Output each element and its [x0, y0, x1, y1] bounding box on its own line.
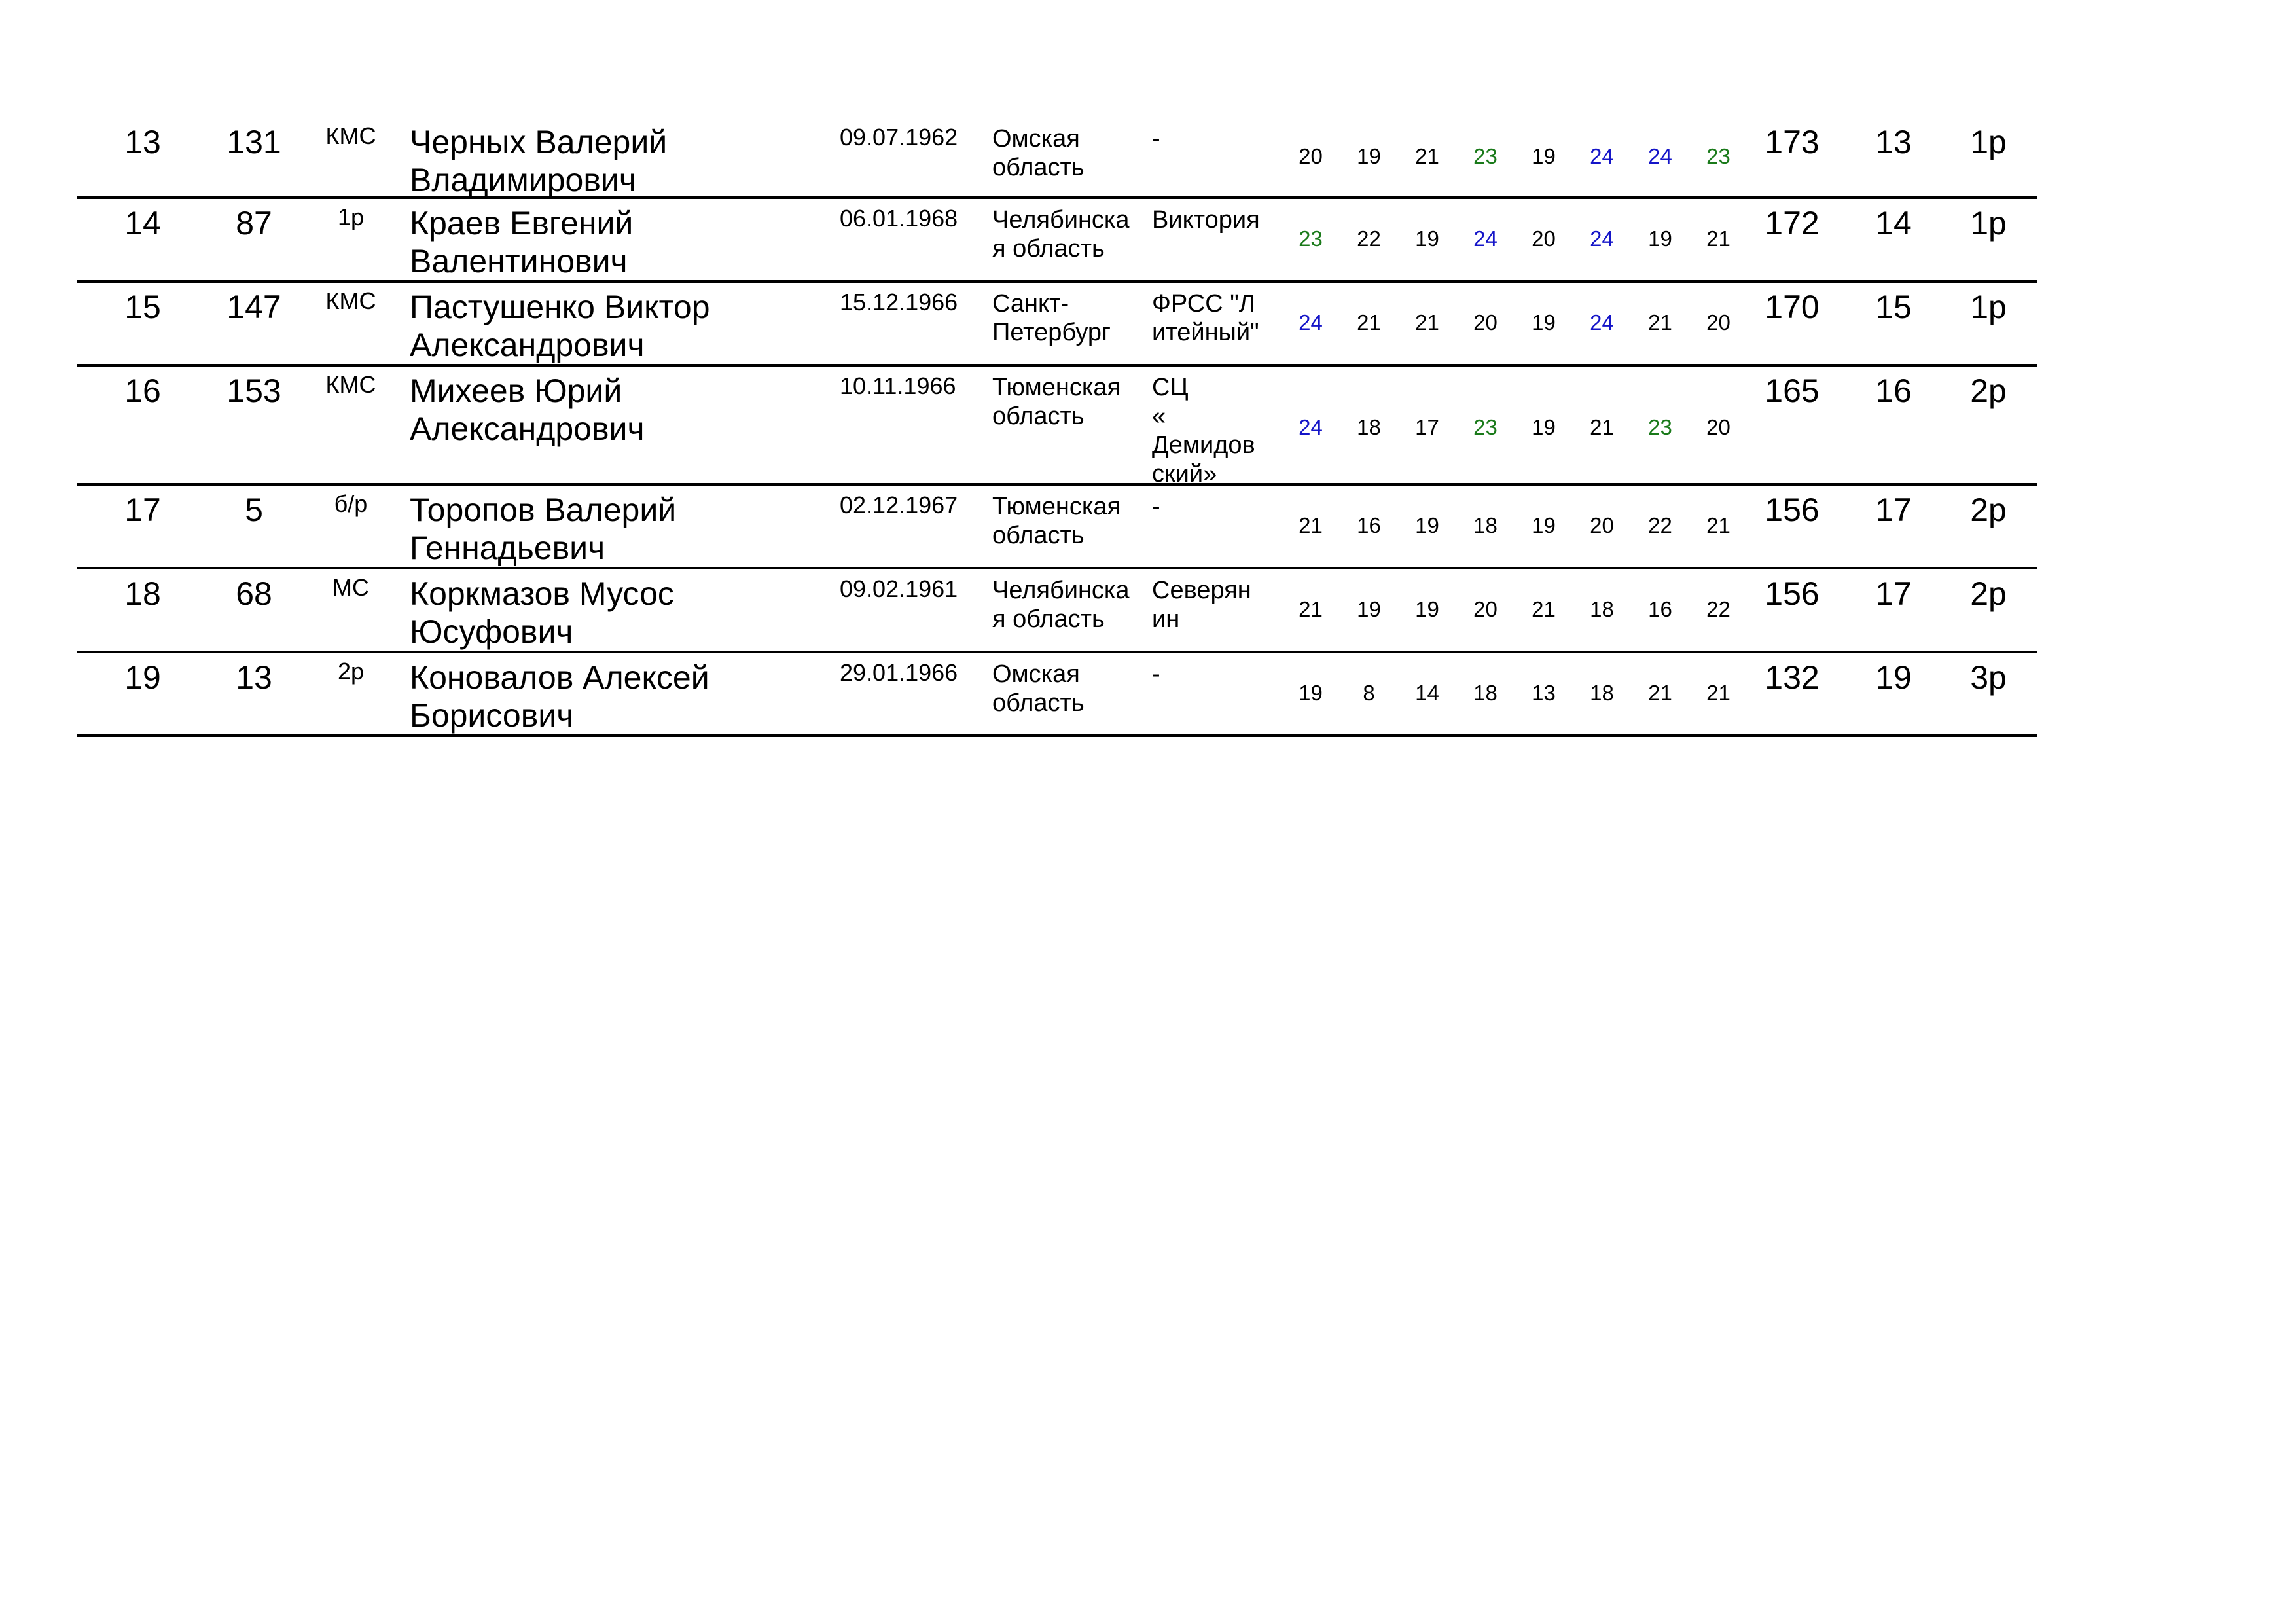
- athlete-name-cell-line: Торопов Валерий: [410, 492, 677, 528]
- series-score: 21: [1415, 310, 1439, 334]
- rank-cell: КМС: [325, 122, 376, 149]
- athlete-name-cell: [410, 491, 868, 567]
- athlete-name-cell: [410, 575, 868, 651]
- birth-date-cell: 02.12.1967: [840, 492, 958, 518]
- athlete-name-cell: [410, 288, 868, 364]
- birth-date-cell: 15.12.1966: [840, 289, 958, 316]
- series-score: 20: [1532, 226, 1556, 251]
- place-cell: 16: [124, 372, 161, 409]
- series-scores: [1282, 596, 1748, 623]
- series-scores: [1282, 143, 1748, 170]
- series-score: 18: [1357, 415, 1381, 439]
- club-cell: [1152, 289, 1283, 347]
- region-cell-line: Челябинска: [992, 206, 1130, 234]
- rank-cell: 2р: [337, 658, 365, 685]
- series-score: 13: [1532, 681, 1556, 705]
- region-cell-line: Омская: [992, 125, 1080, 153]
- series-score: 21: [1590, 415, 1614, 439]
- series-score: 24: [1590, 144, 1614, 168]
- result-rank-cell: 3р: [1970, 659, 2007, 696]
- region-cell-line: я область: [992, 605, 1105, 633]
- series-scores: [1282, 309, 1748, 336]
- series-score: 23: [1299, 226, 1323, 251]
- series-score: 18: [1590, 597, 1614, 621]
- table-row: [77, 283, 2037, 367]
- club-cell-line: -: [1152, 125, 1160, 153]
- bib-number-cell: 147: [226, 289, 281, 325]
- series-score: 16: [1357, 513, 1381, 537]
- series-score: 21: [1706, 513, 1731, 537]
- total-score-cell: 156: [1765, 492, 1820, 528]
- series-score: 18: [1590, 681, 1614, 705]
- club-cell-line: Демидов: [1152, 431, 1255, 459]
- birth-date-cell: 29.01.1966: [840, 659, 958, 686]
- series-score: 20: [1473, 597, 1498, 621]
- series-score: 22: [1357, 226, 1381, 251]
- series-score: 19: [1415, 226, 1439, 251]
- total-score-cell: 172: [1765, 205, 1820, 242]
- birth-date-cell: 06.01.1968: [840, 205, 958, 232]
- place-cell: 15: [124, 289, 161, 325]
- series-score: 20: [1473, 310, 1498, 334]
- club-cell: [1152, 373, 1283, 488]
- rank-cell: МС: [332, 574, 369, 601]
- club-cell-line: ФРСС "Л: [1152, 290, 1255, 317]
- series-score: 21: [1648, 681, 1672, 705]
- series-scores: [1282, 679, 1748, 707]
- club-cell: [1152, 492, 1283, 521]
- rank-cell: 1р: [337, 204, 365, 230]
- club-cell-line: ский»: [1152, 460, 1217, 488]
- rank-cell: б/р: [334, 490, 368, 517]
- table-row: [77, 653, 2037, 737]
- results-table: [77, 118, 2037, 737]
- final-place-cell: 14: [1875, 205, 1912, 242]
- region-cell-line: Петербург: [992, 319, 1111, 346]
- result-rank-cell: 2р: [1970, 492, 2007, 528]
- series-score: 23: [1473, 415, 1498, 439]
- result-rank-cell: 2р: [1970, 372, 2007, 409]
- result-rank-cell: 1р: [1970, 124, 2007, 160]
- series-score: 19: [1532, 310, 1556, 334]
- region-cell: [992, 124, 1149, 182]
- series-score: 21: [1357, 310, 1381, 334]
- rank-cell: КМС: [325, 287, 376, 314]
- region-cell-line: Санкт-: [992, 290, 1069, 317]
- series-score: 19: [1648, 226, 1672, 251]
- series-score: 20: [1706, 310, 1731, 334]
- region-cell-line: область: [992, 689, 1085, 717]
- series-score: 20: [1590, 513, 1614, 537]
- result-rank-cell: 1р: [1970, 205, 2007, 242]
- bib-number-cell: 5: [245, 492, 263, 528]
- series-score: 19: [1532, 513, 1556, 537]
- club-cell-line: Северян: [1152, 577, 1251, 604]
- athlete-name-cell: [410, 123, 868, 199]
- series-score: 19: [1415, 597, 1439, 621]
- place-cell: 19: [124, 659, 161, 696]
- region-cell-line: Тюменская: [992, 493, 1121, 520]
- series-score: 21: [1532, 597, 1556, 621]
- series-score: 24: [1299, 415, 1323, 439]
- birth-date-cell: 10.11.1966: [840, 372, 956, 399]
- series-score: 21: [1415, 144, 1439, 168]
- series-score: 21: [1706, 226, 1731, 251]
- region-cell: [992, 660, 1149, 717]
- club-cell-line: -: [1152, 493, 1160, 520]
- series-scores: [1282, 414, 1748, 441]
- athlete-name-cell-line: Коновалов Алексей: [410, 659, 709, 696]
- athlete-name-cell-line: Геннадьевич: [410, 530, 605, 566]
- athlete-name-cell-line: Борисович: [410, 697, 574, 734]
- club-cell: [1152, 660, 1283, 689]
- series-score: 8: [1363, 681, 1375, 705]
- series-score: 23: [1706, 144, 1731, 168]
- series-score: 19: [1532, 144, 1556, 168]
- final-place-cell: 13: [1875, 124, 1912, 160]
- region-cell: [992, 373, 1149, 431]
- athlete-name-cell: [410, 659, 868, 734]
- final-place-cell: 17: [1875, 575, 1912, 612]
- club-cell: [1152, 124, 1283, 153]
- series-score: 22: [1648, 513, 1672, 537]
- series-score: 17: [1415, 415, 1439, 439]
- club-cell-line: СЦ: [1152, 374, 1189, 401]
- region-cell-line: область: [992, 522, 1085, 549]
- place-cell: 13: [124, 124, 161, 160]
- athlete-name-cell-line: Александрович: [410, 327, 645, 363]
- series-score: 20: [1299, 144, 1323, 168]
- region-cell-line: Омская: [992, 660, 1080, 688]
- bib-number-cell: 68: [236, 575, 272, 612]
- total-score-cell: 173: [1765, 124, 1820, 160]
- region-cell-line: область: [992, 403, 1085, 430]
- series-score: 16: [1648, 597, 1672, 621]
- series-scores: [1282, 512, 1748, 539]
- series-score: 24: [1473, 226, 1498, 251]
- series-score: 18: [1473, 513, 1498, 537]
- club-cell-line: «: [1152, 403, 1166, 430]
- athlete-name-cell: [410, 204, 868, 280]
- series-score: 18: [1473, 681, 1498, 705]
- athlete-name-cell: [410, 372, 868, 448]
- series-scores: [1282, 225, 1748, 253]
- bib-number-cell: 13: [236, 659, 272, 696]
- series-score: 21: [1299, 513, 1323, 537]
- athlete-name-cell-line: Владимирович: [410, 162, 636, 198]
- region-cell-line: область: [992, 154, 1085, 181]
- final-place-cell: 17: [1875, 492, 1912, 528]
- series-score: 19: [1415, 513, 1439, 537]
- athlete-name-cell-line: Михеев Юрий: [410, 372, 622, 409]
- club-cell: [1152, 206, 1283, 234]
- club-cell-line: Виктория: [1152, 206, 1260, 234]
- series-score: 21: [1299, 597, 1323, 621]
- region-cell: [992, 576, 1149, 634]
- final-place-cell: 16: [1875, 372, 1912, 409]
- athlete-name-cell-line: Краев Евгений: [410, 205, 634, 242]
- series-score: 19: [1357, 597, 1381, 621]
- series-score: 21: [1648, 310, 1672, 334]
- region-cell-line: Тюменская: [992, 374, 1121, 401]
- table-row: [77, 486, 2037, 569]
- total-score-cell: 170: [1765, 289, 1820, 325]
- table-row: [77, 118, 2037, 199]
- series-score: 23: [1473, 144, 1498, 168]
- club-cell: [1152, 576, 1283, 634]
- athlete-name-cell-line: Черных Валерий: [410, 124, 668, 160]
- table-row: [77, 199, 2037, 283]
- total-score-cell: 132: [1765, 659, 1820, 696]
- athlete-name-cell-line: Юсуфович: [410, 613, 573, 650]
- final-place-cell: 15: [1875, 289, 1912, 325]
- region-cell: [992, 492, 1149, 550]
- region-cell-line: Челябинска: [992, 577, 1130, 604]
- total-score-cell: 165: [1765, 372, 1820, 409]
- bib-number-cell: 87: [236, 205, 272, 242]
- athlete-name-cell-line: Пастушенко Виктор: [410, 289, 710, 325]
- table-row: [77, 569, 2037, 653]
- table-row: [77, 367, 2037, 486]
- birth-date-cell: 09.07.1962: [840, 124, 958, 151]
- club-cell-line: ин: [1152, 605, 1180, 633]
- bib-number-cell: 131: [226, 124, 281, 160]
- series-score: 20: [1706, 415, 1731, 439]
- club-cell-line: итейный": [1152, 319, 1259, 346]
- series-score: 19: [1532, 415, 1556, 439]
- athlete-name-cell-line: Коркмазов Мусос: [410, 575, 674, 612]
- series-score: 14: [1415, 681, 1439, 705]
- region-cell-line: я область: [992, 235, 1105, 262]
- series-score: 21: [1706, 681, 1731, 705]
- series-score: 24: [1648, 144, 1672, 168]
- club-cell-line: -: [1152, 660, 1160, 688]
- series-score: 19: [1357, 144, 1381, 168]
- final-place-cell: 19: [1875, 659, 1912, 696]
- total-score-cell: 156: [1765, 575, 1820, 612]
- series-score: 22: [1706, 597, 1731, 621]
- place-cell: 17: [124, 492, 161, 528]
- bib-number-cell: 153: [226, 372, 281, 409]
- series-score: 23: [1648, 415, 1672, 439]
- athlete-name-cell-line: Валентинович: [410, 243, 628, 280]
- series-score: 24: [1299, 310, 1323, 334]
- birth-date-cell: 09.02.1961: [840, 575, 958, 602]
- result-rank-cell: 2р: [1970, 575, 2007, 612]
- place-cell: 14: [124, 205, 161, 242]
- result-rank-cell: 1р: [1970, 289, 2007, 325]
- place-cell: 18: [124, 575, 161, 612]
- region-cell: [992, 206, 1149, 263]
- series-score: 24: [1590, 226, 1614, 251]
- rank-cell: КМС: [325, 371, 376, 398]
- region-cell: [992, 289, 1149, 347]
- athlete-name-cell-line: Александрович: [410, 410, 645, 447]
- series-score: 24: [1590, 310, 1614, 334]
- series-score: 19: [1299, 681, 1323, 705]
